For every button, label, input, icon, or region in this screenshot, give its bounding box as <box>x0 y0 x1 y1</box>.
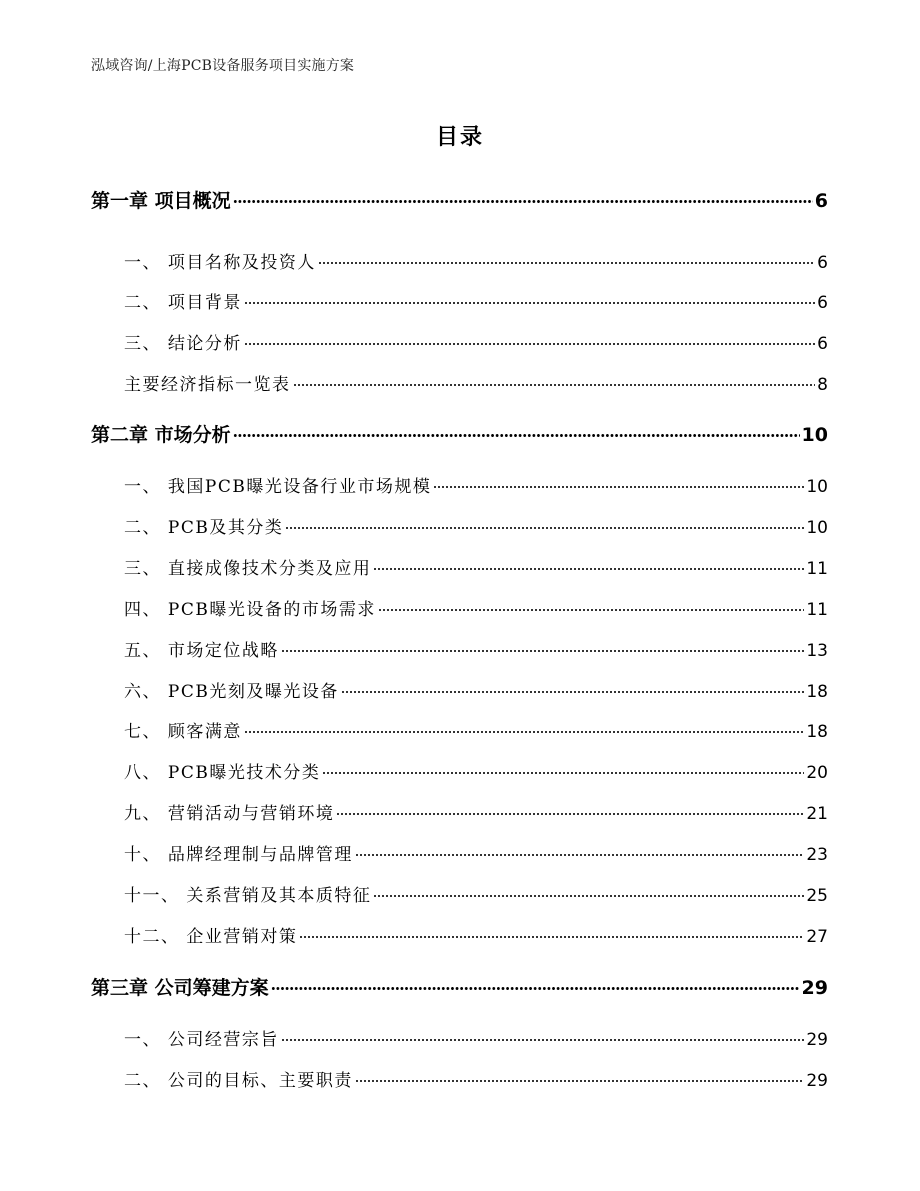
toc-entry-label: 一、 公司经营宗旨 <box>124 1030 279 1050</box>
toc-entry-chapter-1[interactable] <box>91 186 828 213</box>
toc-entry-label: 十二、 企业营销对策 <box>124 927 298 947</box>
toc-entry-page: 6 <box>817 334 828 354</box>
dot-leader <box>271 986 800 991</box>
toc-entry-section[interactable] <box>124 677 828 702</box>
toc-entry-page: 23 <box>806 845 828 865</box>
toc-entry-page: 10 <box>806 518 828 538</box>
dot-leader <box>322 771 804 775</box>
toc-entry-page: 6 <box>814 190 828 212</box>
toc-entry-chapter-3[interactable] <box>91 973 828 1000</box>
dot-leader <box>341 690 805 694</box>
toc-entry-section[interactable] <box>124 881 828 906</box>
toc-entry-page: 11 <box>806 559 828 579</box>
toc-entry-label: 第二章 市场分析 <box>91 424 231 446</box>
toc-entry-section[interactable] <box>124 840 828 865</box>
toc-entry-page: 6 <box>817 253 828 273</box>
toc-entry-section[interactable] <box>124 1066 828 1091</box>
dot-leader <box>281 649 804 653</box>
toc-entry-page: 20 <box>806 763 828 783</box>
toc-entry-page: 11 <box>806 600 828 620</box>
toc-entry-label: 九、 营销活动与营销环境 <box>124 804 335 824</box>
toc-entry-section[interactable] <box>124 922 828 947</box>
toc-entry-page: 29 <box>806 1030 828 1050</box>
toc-entry-page: 18 <box>806 682 828 702</box>
toc-entry-chapter-2[interactable] <box>91 420 828 447</box>
toc-entry-section[interactable] <box>124 329 828 354</box>
toc-entry-section[interactable] <box>124 595 828 620</box>
dot-leader <box>378 608 805 612</box>
toc-entry-label: 一、 我国PCB曝光设备行业市场规模 <box>124 477 432 497</box>
toc-entry-page: 10 <box>801 424 828 446</box>
dot-leader <box>433 485 804 489</box>
toc-entry-label: 二、 项目背景 <box>124 293 242 313</box>
toc-entry-page: 21 <box>806 804 828 824</box>
toc-entry-section[interactable] <box>124 472 828 497</box>
toc-entry-label: 十一、 关系营销及其本质特征 <box>124 886 372 906</box>
dot-leader <box>233 199 813 204</box>
dot-leader <box>336 812 804 816</box>
dot-leader <box>355 853 804 857</box>
dot-leader <box>355 1079 804 1083</box>
toc-entry-label: 五、 市场定位战略 <box>124 641 279 661</box>
toc-entry-page: 29 <box>806 1071 828 1091</box>
toc-entry-section[interactable] <box>124 1025 828 1050</box>
toc-entry-label: 六、 PCB光刻及曝光设备 <box>124 682 339 702</box>
toc-entry-label: 三、 直接成像技术分类及应用 <box>124 559 372 579</box>
toc-entry-label: 十、 品牌经理制与品牌管理 <box>124 845 353 865</box>
toc-entry-label: 一、 项目名称及投资人 <box>124 253 316 273</box>
dot-leader <box>281 1038 804 1042</box>
toc-entry-section[interactable] <box>124 370 828 395</box>
dot-leader <box>233 433 800 438</box>
toc-entry-label: 二、 PCB及其分类 <box>124 518 284 538</box>
toc-entry-page: 10 <box>806 477 828 497</box>
toc-entry-section[interactable] <box>124 554 828 579</box>
toc-entry-page: 18 <box>806 722 828 742</box>
dot-leader <box>293 383 816 387</box>
dot-leader <box>299 935 804 939</box>
dot-leader <box>373 567 804 571</box>
dot-leader <box>285 526 804 530</box>
toc-entry-page: 6 <box>817 293 828 313</box>
toc-entry-page: 25 <box>806 886 828 906</box>
toc-entry-label: 第三章 公司筹建方案 <box>91 977 269 999</box>
dot-leader <box>244 730 804 734</box>
toc-entry-section[interactable] <box>124 717 828 742</box>
toc-entry-section[interactable] <box>124 758 828 783</box>
toc-entry-page: 8 <box>817 375 828 395</box>
toc-entry-label: 主要经济指标一览表 <box>124 375 291 395</box>
toc-entry-section[interactable] <box>124 636 828 661</box>
toc-entry-label: 四、 PCB曝光设备的市场需求 <box>124 600 376 620</box>
toc-entry-label: 三、 结论分析 <box>124 334 242 354</box>
dot-leader <box>244 301 815 305</box>
toc-entry-label: 七、 顾客满意 <box>124 722 242 742</box>
toc-entry-label: 八、 PCB曝光技术分类 <box>124 763 321 783</box>
toc-entry-section[interactable] <box>124 288 828 313</box>
toc-entry-section[interactable] <box>124 248 828 273</box>
dot-leader <box>373 894 804 898</box>
toc-entry-page: 29 <box>801 977 828 999</box>
toc-entry-page: 13 <box>806 641 828 661</box>
running-header: 泓域咨询/上海PCB设备服务项目实施方案 <box>91 58 355 74</box>
toc-entry-page: 27 <box>806 927 828 947</box>
dot-leader <box>318 261 815 265</box>
toc-entry-label: 第一章 项目概况 <box>91 190 231 212</box>
toc-title: 目录 <box>435 124 484 150</box>
dot-leader <box>244 342 815 346</box>
toc-entry-section[interactable] <box>124 799 828 824</box>
toc-entry-section[interactable] <box>124 513 828 538</box>
toc-entry-label: 二、 公司的目标、主要职责 <box>124 1071 353 1091</box>
